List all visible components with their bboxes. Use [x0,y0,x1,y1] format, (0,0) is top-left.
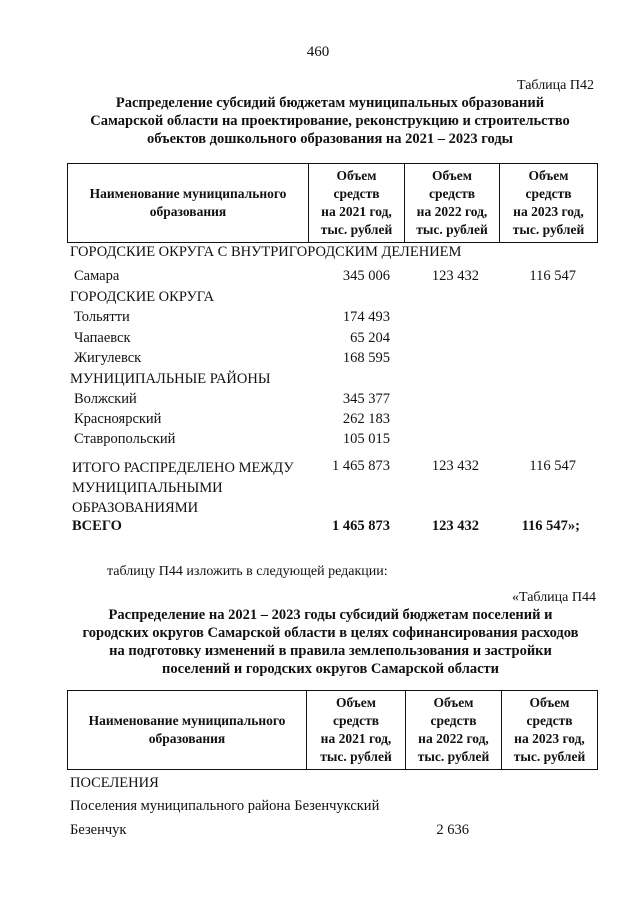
table-header [67,163,598,243]
total-distributed-2021: 1 465 873 [332,458,390,474]
row-name: Тольятти [74,309,130,325]
row-name: Ставропольский [74,431,176,447]
header-2022: Объем средств на 2022 год, тыс. рублей [406,691,502,770]
value-2022: 123 432 [431,268,479,284]
header-2023: Объем средств на 2023 год, тыс. рублей [502,691,598,770]
title-line: объектов дошкольного образования на 2021 – 2023 годы [147,131,513,147]
value-2021: 174 493 [342,309,390,325]
value-2021: 345 377 [342,391,390,407]
header-name: Наименование муниципального образования [68,164,309,243]
section-heading: ГОРОДСКИЕ ОКРУГА [70,289,215,305]
title-line: городских округов Самарской области в целях софинансирования расходов [82,625,579,641]
row-name: Безенчук [70,822,127,838]
total-distributed-label: ИТОГО РАСПРЕДЕЛЕНО МЕЖДУ МУНИЦИПАЛЬНЫМИ ОБРАЗОВАНИЯМИ [72,460,294,516]
header-name: Наименование муниципального образования [68,691,307,770]
section-heading: МУНИЦИПАЛЬНЫЕ РАЙОНЫ [70,371,271,387]
header-2022: Объем средств на 2022 год, тыс. рублей [405,164,500,243]
title-line: Распределение субсидий бюджетам муниципальных образований [115,95,545,111]
row-name: Чапаевск [74,330,131,346]
grand-total-label: ВСЕГО [72,518,122,534]
table-title [60,94,600,148]
value-2023: 116 547 [529,268,576,284]
title-line: поселений и городских округов Самарской области [162,661,499,677]
row-name: Самара [74,268,120,284]
total-distributed-2023: 116 547 [529,458,576,474]
row-name: Волжский [74,391,137,407]
value-2021: 105 015 [342,431,390,447]
row-name: Жигулевск [74,350,142,366]
header-2021: Объем средств на 2021 год, тыс. рублей [307,691,406,770]
value-2021: 262 183 [342,411,390,427]
grand-total-2022: 123 432 [431,518,479,534]
amendment-text: таблицу П44 изложить в следующей редакции: [107,564,388,579]
row-name: Красноярский [74,411,162,427]
table-label: «Таблица П44 [512,590,596,605]
header-2021: Объем средств на 2021 год, тыс. рублей [309,164,405,243]
value-2021: 168 595 [342,350,390,366]
table-title [48,606,613,678]
header-2023: Объем средств на 2023 год, тыс. рублей [500,164,598,243]
grand-total-2021: 1 465 873 [332,518,390,534]
title-line: Самарской области на проектирование, реконструкцию и строительство [90,113,570,129]
table-header [67,690,598,770]
value-2021: 345 006 [342,268,390,284]
page-number: 460 [306,44,330,60]
section-heading: ГОРОДСКИЕ ОКРУГА С ВНУТРИГОРОДСКИМ ДЕЛЕНИЕМ [70,244,462,260]
value-2021: 2 636 [436,822,469,838]
title-line: Распределение на 2021 – 2023 годы субсидий бюджетам поселений и [108,607,553,623]
subsection-heading: Поселения муниципального района Безенчукский [70,798,380,814]
value-2021: 65 204 [350,330,390,346]
title-line: на подготовку изменений в правила землепользования и застройки [109,643,552,659]
grand-total-2023: 116 547»; [521,518,580,534]
section-heading: ПОСЕЛЕНИЯ [70,775,159,791]
table-label: Таблица П42 [517,78,594,93]
total-distributed-2022: 123 432 [431,458,479,474]
